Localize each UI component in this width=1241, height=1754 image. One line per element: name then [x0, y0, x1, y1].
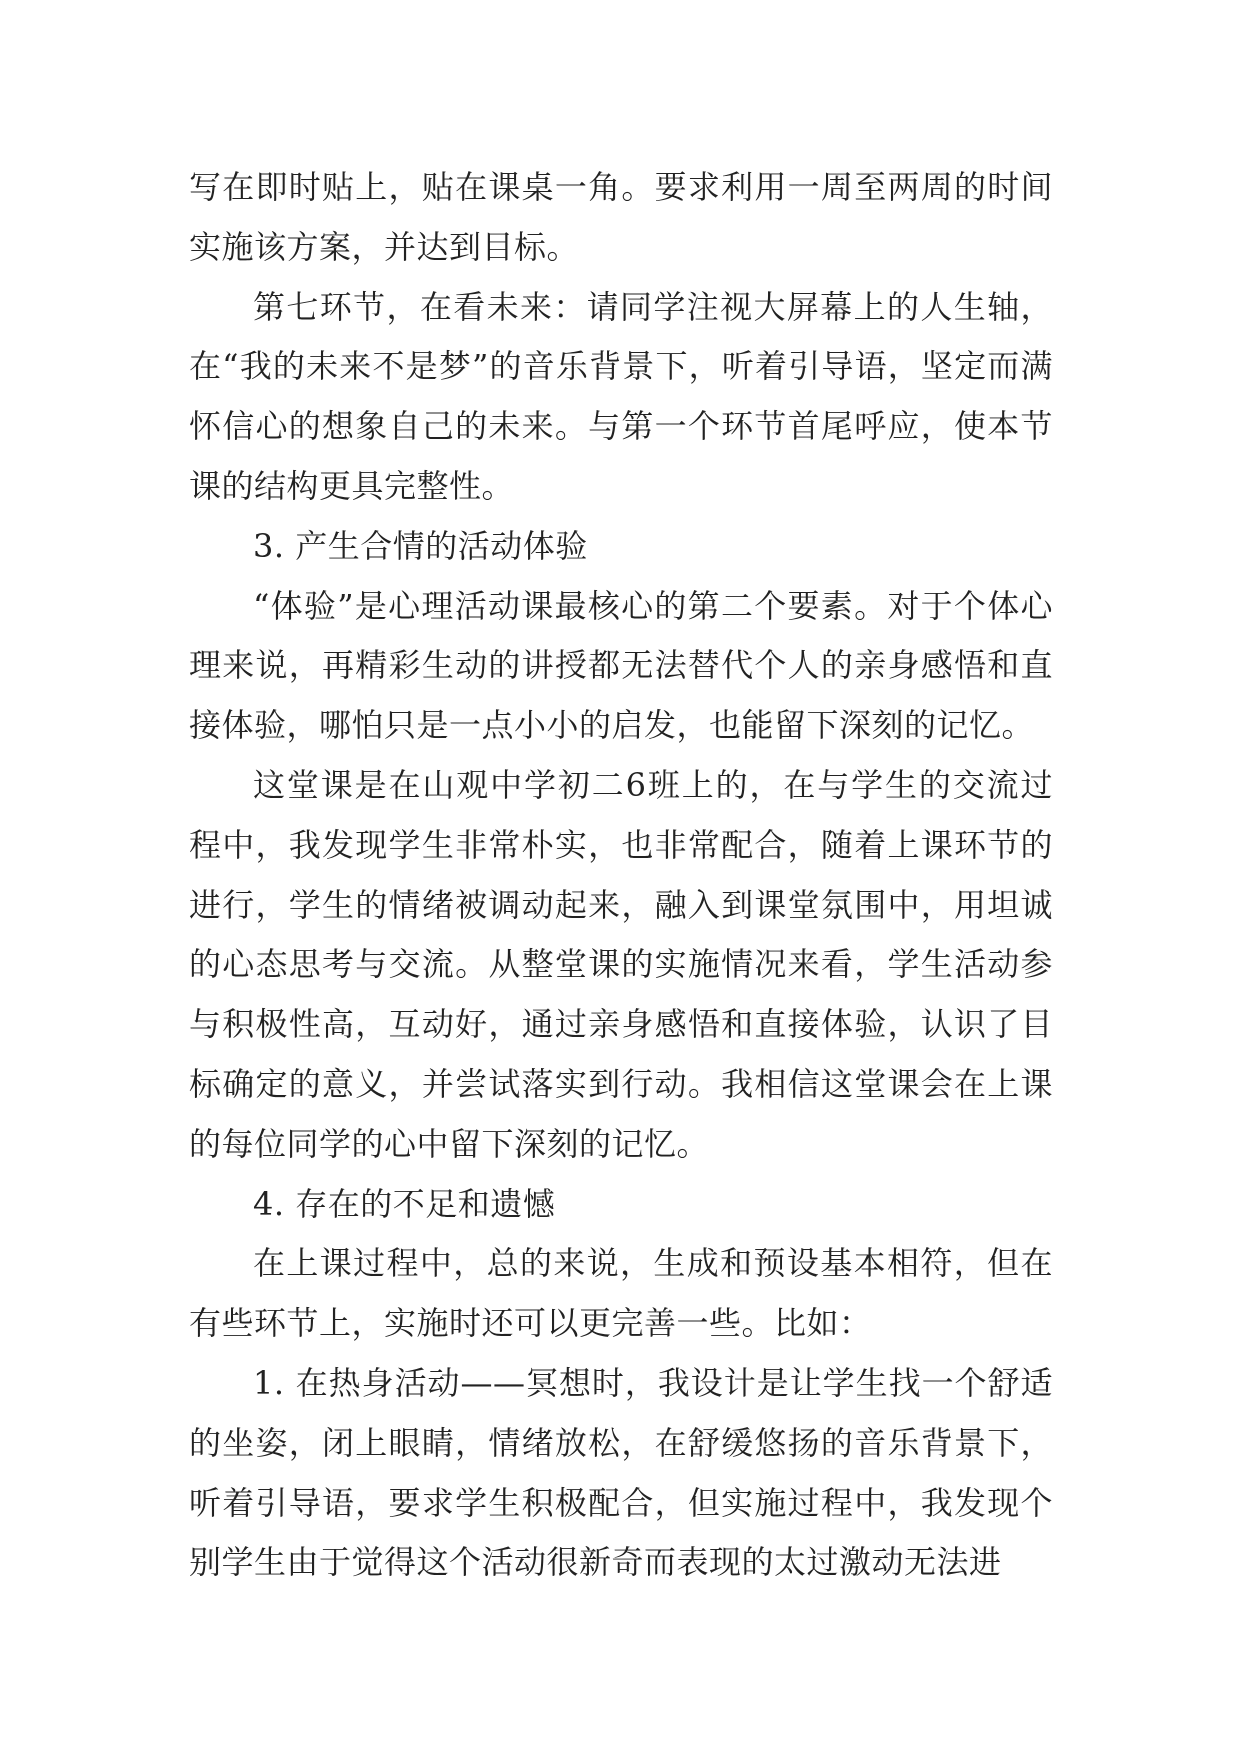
- section-heading-4: 4. 存在的不足和遗憾: [253, 1184, 556, 1223]
- paragraph-class-reflection: 这堂课是在山观中学初二6班上的，在与学生的交流过程中，我发现学生非常朴实，也非常配合，随着上课环节的进行，学生的情绪被调动起来，融入到课堂氛围中，用坦诚的心态思考与交流。从整堂课的实施情况来看，学生活动参与积极性高，互动好，通过亲身感悟和直接体验，认识了目标确定的意义，并尝试落实到行动。我相信这堂课会在上课的每位同学的心中留下深刻的记忆。: [189, 765, 1053, 1163]
- paragraph-seventh-step: 第七环节，在看未来：请同学注视大屏幕上的人生轴，在“我的未来不是梦”的音乐背景下，听着引导语，坚定而满怀信心的想象自己的未来。与第一个环节首尾呼应，使本节课的结构更具完整性。: [189, 287, 1053, 505]
- document-body: [189, 158, 1053, 1593]
- paragraph-shortcoming-1: 1. 在热身活动——冥想时，我设计是让学生找一个舒适的坐姿，闭上眼睛，情绪放松，在舒缓悠扬的音乐背景下，听着引导语，要求学生积极配合，但实施过程中，我发现个别学生由于觉得这个活动很新奇而表现的太过激动无法进: [189, 1363, 1053, 1582]
- paragraph-continuation: 写在即时贴上，贴在课桌一角。要求利用一周至两周的时间实施该方案，并达到目标。: [189, 168, 1053, 266]
- section-heading-3: 3. 产生合情的活动体验: [253, 526, 588, 565]
- paragraph-shortcomings-intro: 在上课过程中，总的来说，生成和预设基本相符，但在有些环节上，实施时还可以更完善一些。比如：: [189, 1244, 1053, 1343]
- paragraph-experience: “体验”是心理活动课最核心的第二个要素。对于个体心理来说，再精彩生动的讲授都无法替代个人的亲身感悟和直接体验，哪怕只是一点小小的启发，也能留下深刻的记忆。: [189, 586, 1053, 745]
